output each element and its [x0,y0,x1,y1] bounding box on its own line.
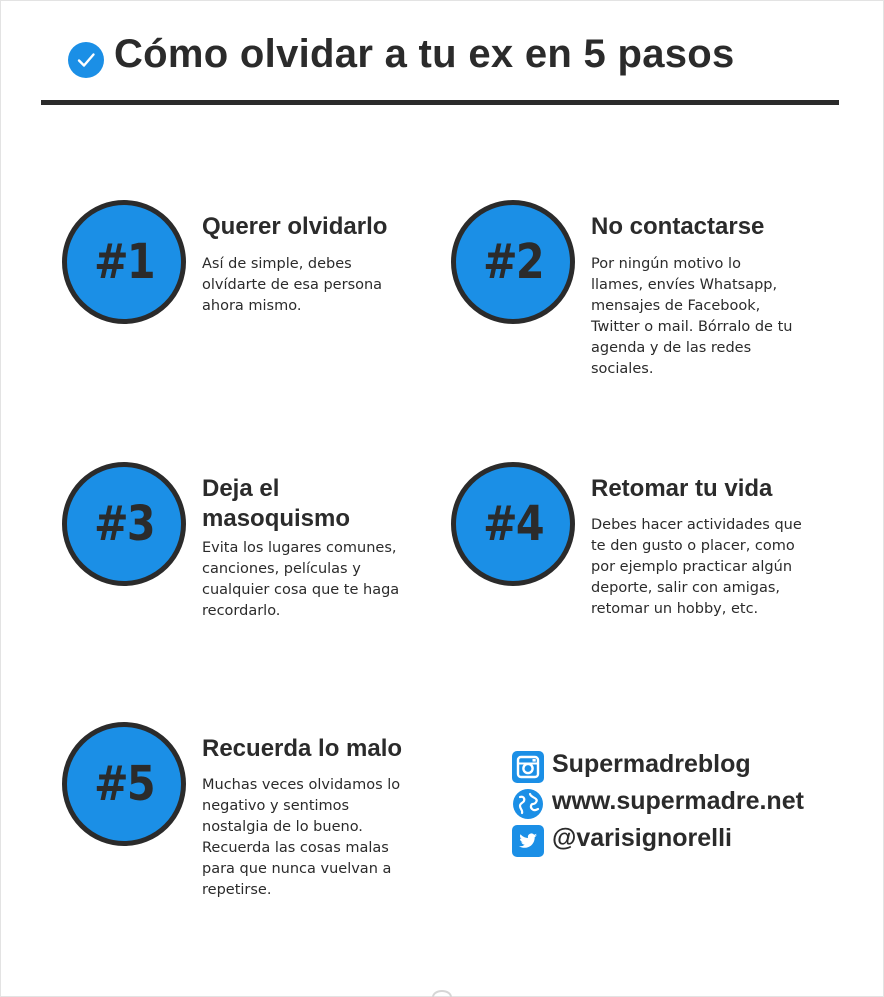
step-title: Querer olvidarlo [202,213,388,240]
step-title: No contactarse [591,213,765,240]
step-number-badge [62,200,186,324]
step-number-badge [62,722,186,846]
step-text: Por ningún motivo lo llames, envíes Whatsapp, mensajes de Facebook, Twitter o mail. Bórralo de tu agenda y de las redes sociales. [591,256,793,377]
page-title: Cómo olvidar a tu ex en 5 pasos [114,32,735,76]
step-number-badge [62,462,186,586]
instagram-icon [512,751,544,783]
step-1 [62,200,462,400]
step-number: #2 [483,234,543,290]
globe-icon [512,788,544,820]
step-title: Retomar tu vida [591,475,773,502]
header [0,28,884,88]
social-label: www.supermadre.net [552,787,804,815]
social-label: Supermadreblog [552,750,751,778]
step-2 [451,200,851,400]
social-instagram[interactable] [512,748,852,782]
step-number: #3 [94,496,154,552]
page-bottom-mark [432,990,452,997]
step-number-badge [451,462,575,586]
social-website[interactable] [512,785,852,819]
step-text: Evita los lugares comunes, canciones, películas y cualquier cosa que te haga recordarlo. [202,540,400,619]
step-5 [62,722,462,922]
step-text: Muchas veces olvidamos lo negativo y sentimos nostalgia de lo bueno. Recuerda las cosas malas para que nunca vuelvan a repetirse. [202,777,401,898]
step-text: Así de simple, debes olvídarte de esa persona ahora mismo. [202,256,383,314]
step-number: #4 [483,496,543,552]
social-twitter[interactable] [512,822,852,856]
step-title: Recuerda lo malo [202,735,403,762]
check-circle-icon [68,42,104,78]
social-label: @varisignorelli [552,824,732,852]
step-4 [451,462,851,662]
step-number: #5 [94,756,154,812]
step-3 [62,462,462,662]
step-text: Debes hacer actividades que te den gusto o placer, como por ejemplo practicar algún deporte, salir con amigas, retomar un hobby, etc. [591,517,802,617]
step-number: #1 [94,234,154,290]
title-divider [41,100,839,105]
twitter-icon [512,825,544,857]
step-number-badge [451,200,575,324]
step-title: Deja el masoquismo [202,475,351,532]
